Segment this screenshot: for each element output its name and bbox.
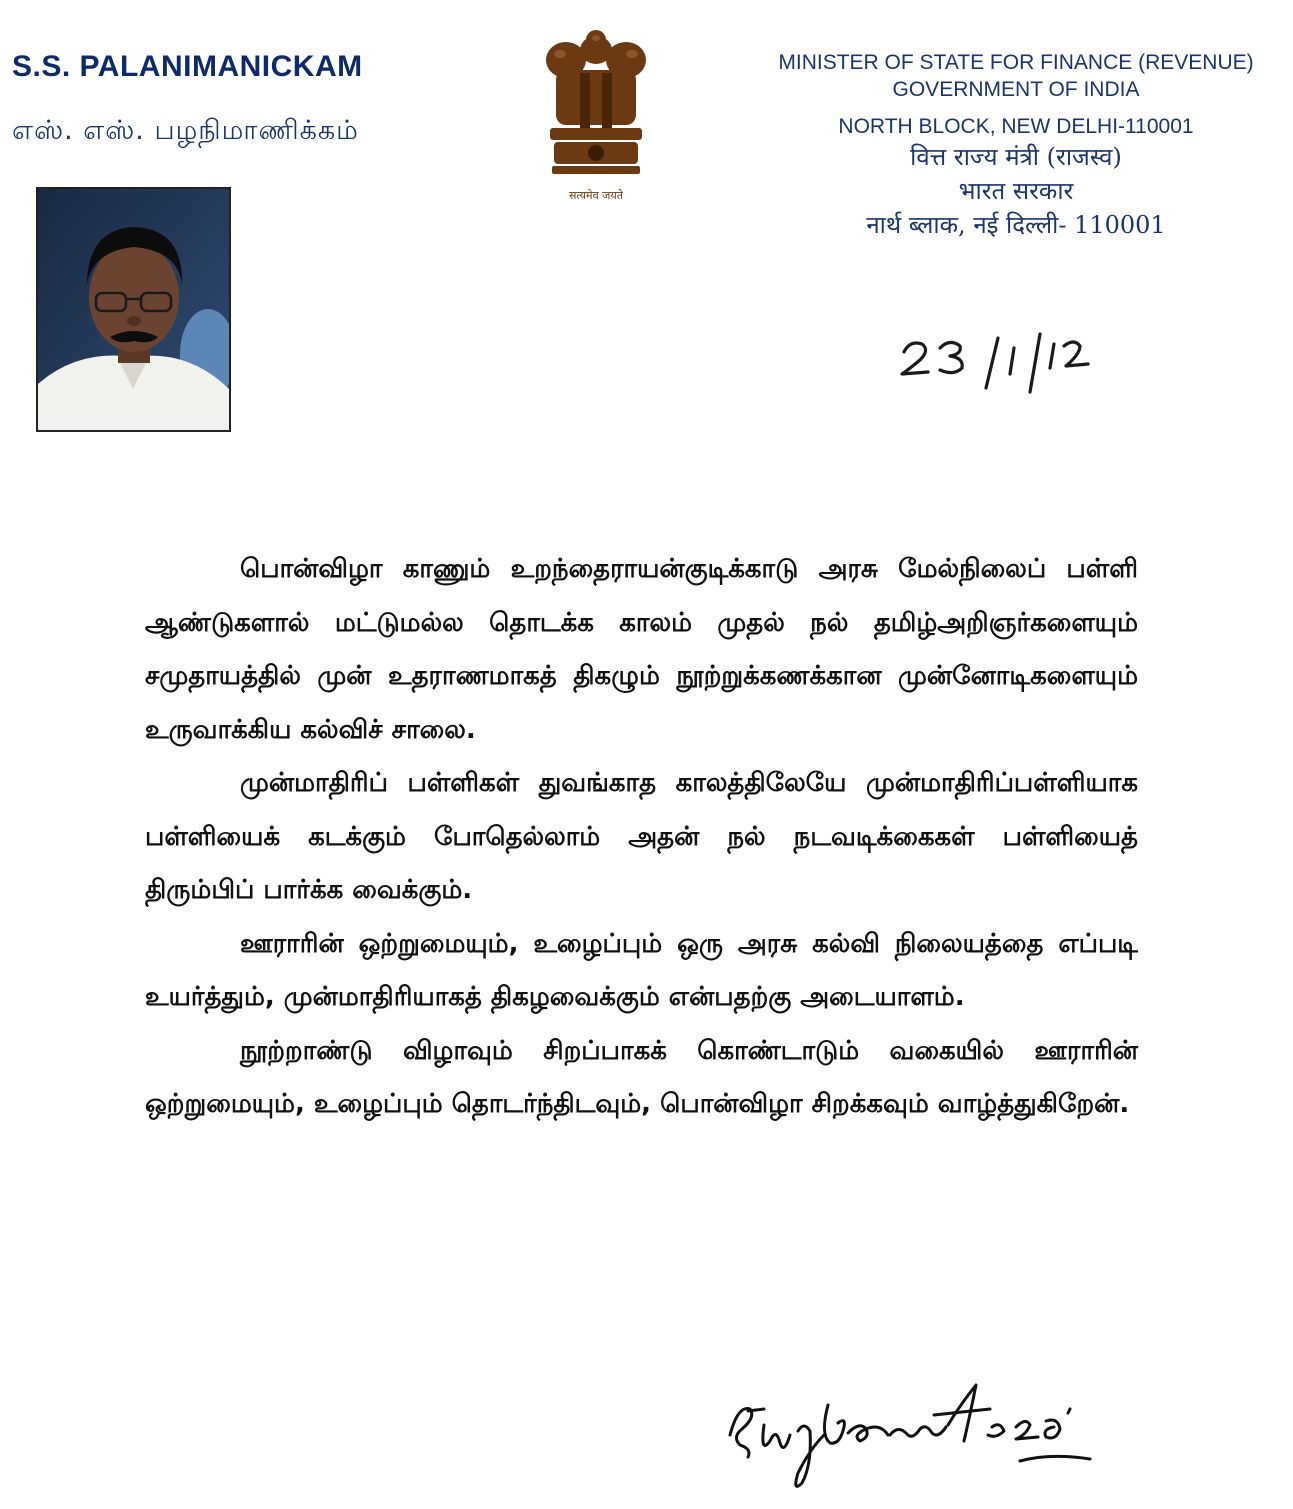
minister-name-tamil: எஸ். எஸ். பழநிமாணிக்கம்: [12, 115, 359, 146]
signature-icon: [720, 1365, 1160, 1495]
body-paragraph: பொன்விழா காணும் உறந்தைராயன்குடிக்காடு அரசு மேல்நிலைப் பள்ளி ஆண்டுகளால் மட்டுமல்ல தொடக்க காலம் முதல் நல் தமிழ்அறிஞர்களையும் சமுதாயத்தில் முன் உதராணமாகத் திகழும் நூற்றுக்கணக்கான முன்னோடிகளையும் உருவாக்கிய கல்விச் சாலை.: [145, 554, 1138, 745]
date-handwriting: [890, 318, 1150, 398]
body-paragraph: ஊராரின் ஒற்றுமையும், உழைப்பும் ஒரு அரசு கல்வி நிலையத்தை எப்படி உயர்த்தும், முன்மாதிரியாகத் திகழவைக்கும் என்பதற்கு அடையாளம்.: [145, 928, 1138, 1012]
minister-name-english: S.S. PALANIMANICKAM: [12, 50, 363, 83]
body-paragraph: நூற்றாண்டு விழாவும் சிறப்பாகக் கொண்டாடும் வகையில் ஊராரின் ஒற்றுமையும், உழைப்பும் தொடர்ந்திடவும், பொன்விழா சிறக்கவும் வாழ்த்துகிறேன்.: [145, 1035, 1138, 1119]
minister-portrait-photo: [36, 187, 231, 432]
lion-capital-icon: [538, 18, 654, 188]
state-emblem-of-india: [538, 18, 654, 208]
handwritten-signature: [720, 1365, 1160, 1495]
emblem-motto: सत्यमेव जयते: [568, 189, 623, 202]
letter-body: [145, 543, 1138, 1132]
portrait-image: [38, 189, 229, 430]
handwritten-date: [890, 318, 1150, 398]
office-address-english: NORTH BLOCK, NEW DELHI-110001: [838, 115, 1194, 138]
office-title-english: MINISTER OF STATE FOR FINANCE (REVENUE): [778, 51, 1254, 74]
body-paragraph: முன்மாதிரிப் பள்ளிகள் துவங்காத காலத்திலேயே முன்மாதிரிப்பள்ளியாக பள்ளியைக் கடக்கும் போதெல்லாம் அதன் நல் நடவடிக்கைகள் பள்ளியைத் திரும்பிப் பார்க்க வைக்கும்.: [145, 768, 1138, 905]
office-government-hindi: भारत सरकार: [958, 177, 1074, 205]
office-title-hindi: वित्त राज्य मंत्री (राजस्व): [910, 143, 1122, 171]
office-government-english: GOVERNMENT OF INDIA: [892, 78, 1140, 101]
office-address-hindi: नार्थ ब्लाक, नई दिल्ली- 110001: [866, 211, 1166, 239]
office-address-block: [740, 50, 1292, 242]
